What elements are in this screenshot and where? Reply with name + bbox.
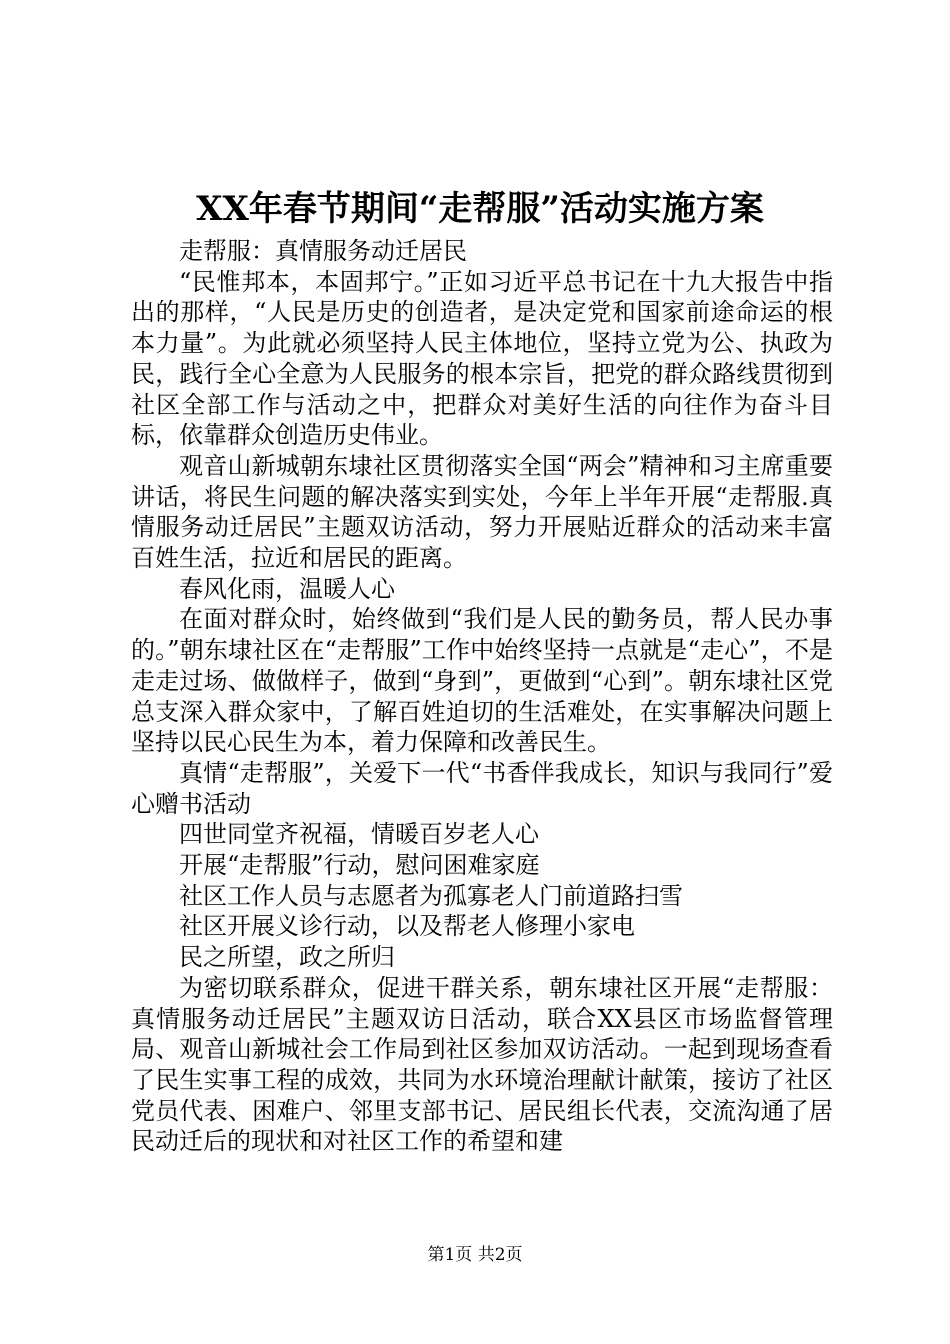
page-footer (0, 1244, 950, 1266)
page-number-indicator: 第1页 共2页 (427, 1245, 523, 1265)
document-title: XX年春节期间“走帮服”活动实施方案 (196, 189, 764, 229)
paragraph: 观音山新城朝东埭社区贯彻落实全国“两会”精神和习主席重要讲话，将民生问题的解决落实到实处，今年上半年开展“走帮服.真情服务动迁居民”主题双访活动，努力开展贴近群众的活动来丰富百姓生活，拉近和居民的距离。 (131, 451, 833, 573)
paragraph-subtitle: 走帮服：真情服务动迁居民 (179, 237, 467, 265)
paragraph: 社区工作人员与志愿者为孤寡老人门前道路扫雪 (179, 881, 683, 910)
document-body (131, 236, 833, 1157)
paragraph: 在面对群众时，始终做到“我们是人民的勤务员，帮人民办事的。”朝东埭社区在“走帮服”工作中始终坚持一点就是“走心”，不是走走过场、做做样子，做到“身到”，更做到“心到”。朝东埭社区党总支深入群众家中，了解百姓迫切的生活难处，在实事解决问题上坚持以民心民生为本，着力保障和改善民生。 (131, 605, 833, 757)
paragraph-heading: 民之所望，政之所归 (179, 943, 395, 972)
paragraph: 真情“走帮服”，关爱下一代“书香伴我成长，知识与我同行”爱心赠书活动 (131, 758, 833, 818)
paragraph: 开展“走帮服”行动，慰问困难家庭 (179, 851, 540, 880)
paragraph-heading: 春风化雨，温暖人心 (179, 574, 395, 603)
paragraph: 为密切联系群众，促进干群关系，朝东埭社区开展“走帮服：真情服务动迁居民”主题双访日活动，联合XX县区市场监督管理局、观音山新城社会工作局到社区参加双访活动。一起到现场查看了民生实事工程的成效，共同为水环境治理献计献策，接访了社区党员代表、困难户、邻里支部书记、居民组长代表，交流沟通了居民动迁后的现状和对社区工作的希望和建 (131, 973, 833, 1156)
paragraph: 四世同堂齐祝福，情暖百岁老人心 (179, 820, 539, 849)
paragraph: 社区开展义诊行动，以及帮老人修理小家电 (179, 912, 635, 941)
paragraph: “民惟邦本，本固邦宁。”正如习近平总书记在十九大报告中指出的那样，“人民是历史的创造者，是决定党和国家前途命运的根本力量”。为此就必须坚持人民主体地位，坚持立党为公、执政为民，践行全心全意为人民服务的根本宗旨，把党的群众路线贯彻到社区全部工作与活动之中，把群众对美好生活的向往作为奋斗目标，依靠群众创造历史伟业。 (131, 267, 833, 450)
